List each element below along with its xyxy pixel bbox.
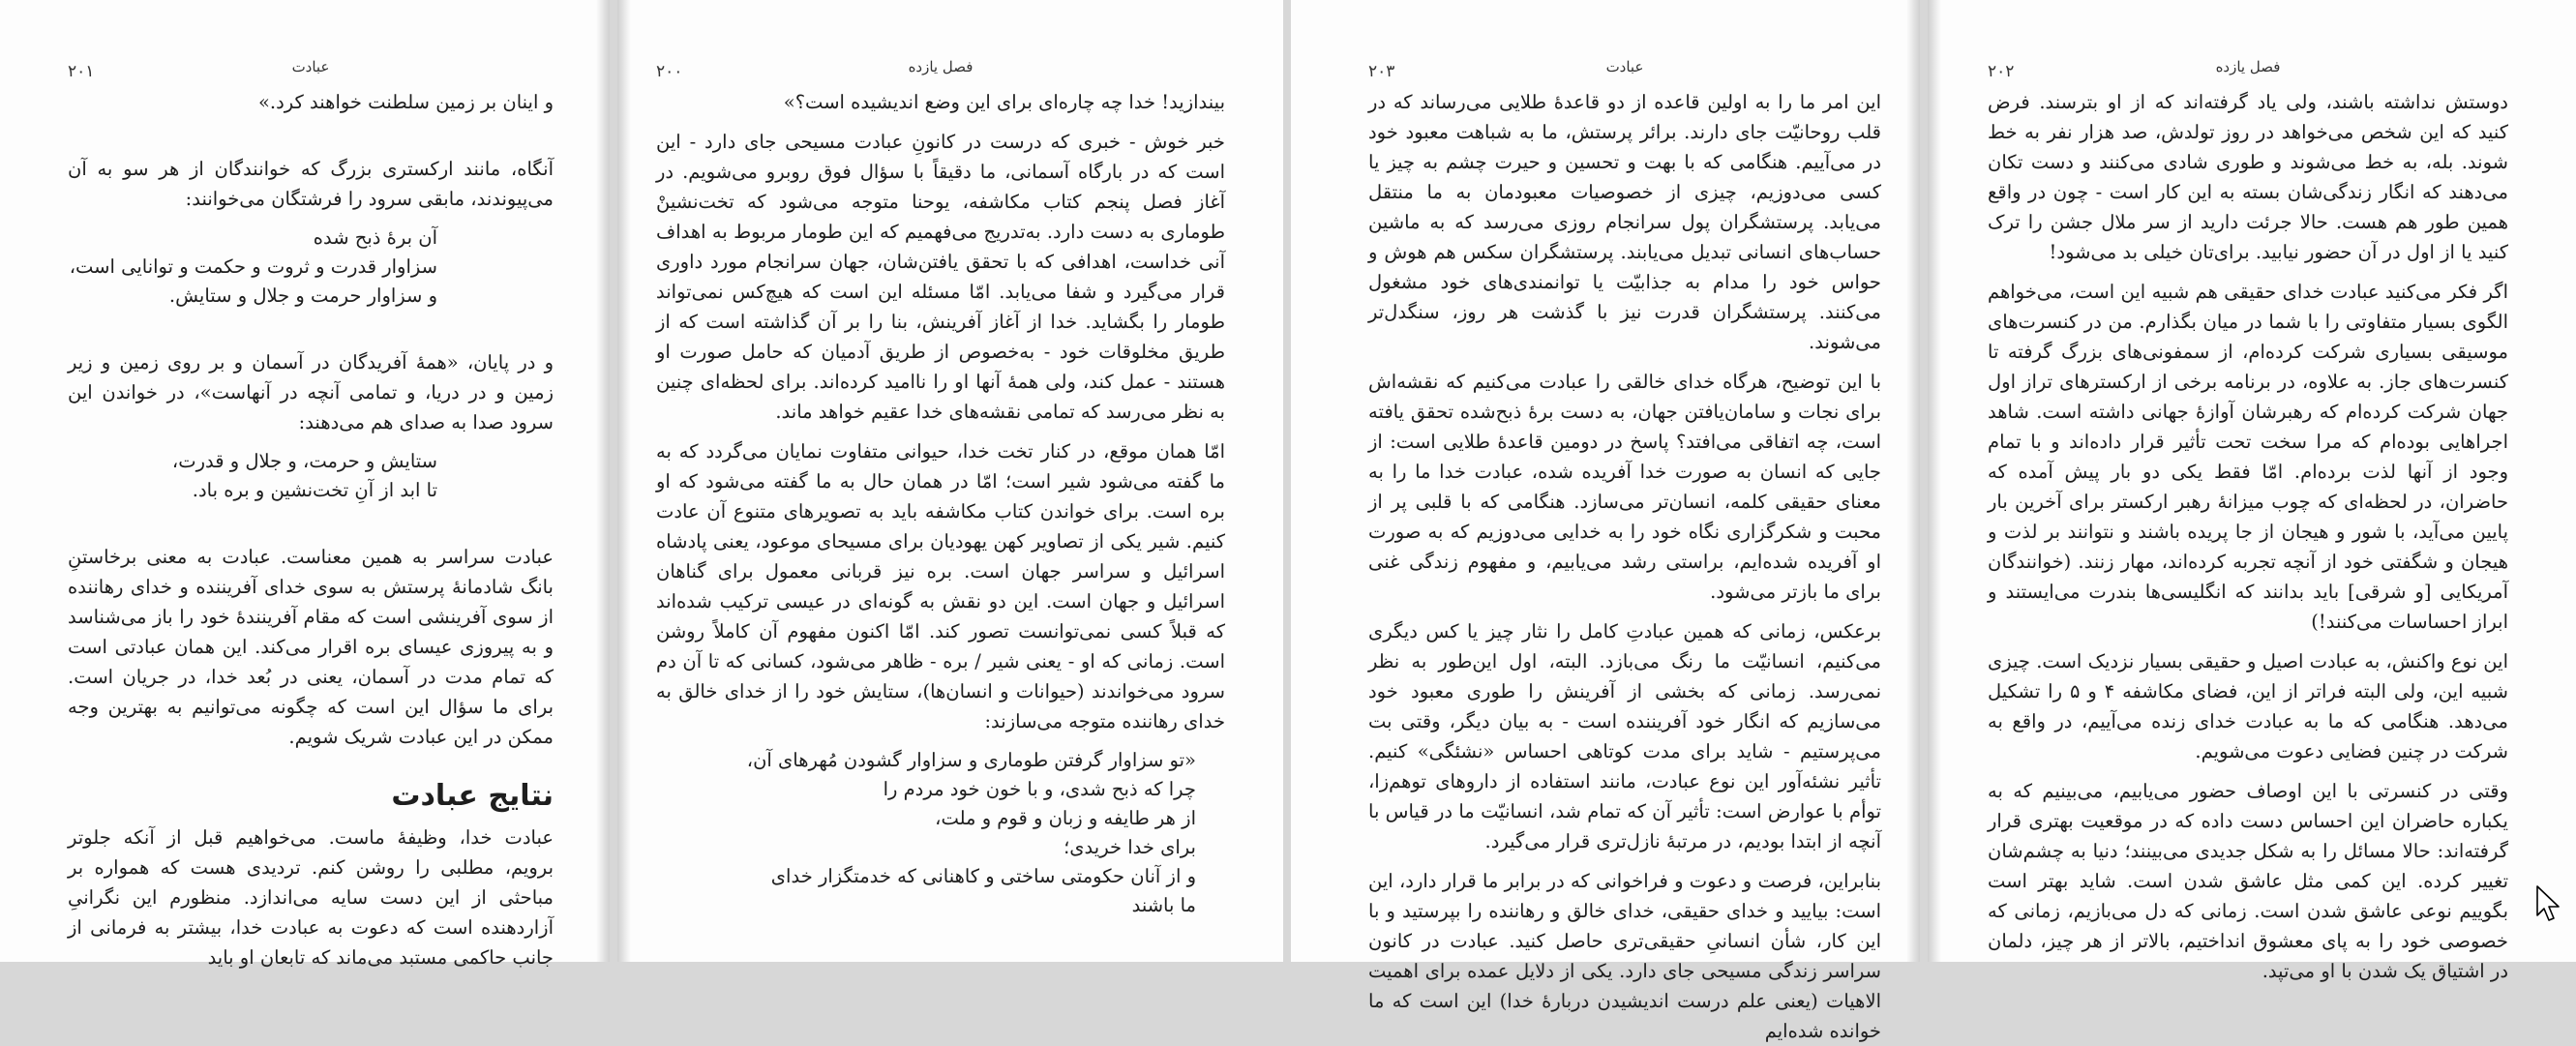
page-number: ۲۰۲ — [1988, 62, 2015, 81]
verse-line: برای خدا خریدی؛ — [1063, 836, 1196, 858]
running-title: عبادت — [1605, 58, 1644, 75]
page-number: ۲۰۱ — [68, 62, 95, 81]
book-page-201 — [0, 0, 610, 969]
verse-line: ستایش و حرمت، و جلال و قدرت، — [171, 450, 437, 472]
page-number: ۲۰۳ — [1368, 62, 1395, 81]
paragraph: و در پایان، «همهٔ آفریدگان در آسمان و بر روی زمین و زیر زمین و در دریا، و تمامی آنچه در آنهاست»، در خواندن این سرود صدا به صدای هم می‌دهند: — [68, 351, 554, 433]
book-page-200 — [617, 0, 1283, 962]
page-content — [1368, 58, 1881, 1042]
page-header — [1988, 58, 2508, 87]
verse-line: و سزاوار حرمت و جلال و ستایش. — [168, 284, 437, 307]
page-header — [1368, 58, 1881, 87]
page-content — [68, 58, 554, 969]
page-number: ۲۰۰ — [656, 62, 683, 81]
page-gutter-shadow — [1906, 0, 1920, 962]
page-content — [1988, 58, 2508, 982]
page-header — [68, 58, 554, 87]
paragraph: اگر فکر می‌کنید عبادت خدای حقیقی هم شبیه این است، می‌خواهم الگوی بسیار متفاوتی را با شما در میان بگذارم. من در کنسرت‌های موسیقی بسیاری شرکت کرده‌ام، از سمفونی‌های بزرگ گرفته تا کنسرت‌های جاز. به علاوه، در برنامه برخی از ارکسترهای تراز اول جهان شرکت کرده‌ام که رهبرشان آوازهٔ جهانی داشته است. شاهد اجراهایی بوده‌ام که مرا سخت تحت تأثیر قرار داده‌اند و با تمام وجود از آنها لذت برده‌ام. امّا فقط یکی دو بار پیش آمده که حاضران، در لحظه‌ای که چوب میزانهٔ رهبر ارکستر برای آخرین بار پایین می‌آید، با شور و هیجان از جا پریده باشند و نتوانند بر لذت و هیجان و شگفتی خود از آنچه تجربه کرده‌اند، مهار زنند. (خوانندگان آمریکایی [و شرقی] باید بدانند که انگلیسی‌ها بندرت می‌ایستند و ابراز احساسات می‌کنند!) — [1988, 281, 2508, 633]
verse-line: «تو سزاوار گرفتن طوماری و سزاوار گشودن مُهرهای آن، — [746, 749, 1196, 771]
running-title: عبادت — [291, 58, 330, 75]
paragraph: این امر ما را به اولین قاعده از دو قاعدهٔ طلایی می‌رساند که در قلب روحانیّت جای دارند. برائر پرستش، ما به شباهت معبود خود در می‌آییم. هنگامی که با بهت و تحسین و حیرت چشم به چیز یا کسی می‌دوزیم، چیزی از خصوصیات معبودمان به ما منتقل می‌یابد. پرستشگران پول سرانجام روزی می‌رسد که به ماشین حساب‌های انسانی تبدیل می‌یابند. پرستشگران سکس هم هوش و حواس خود را مدام به جذابیّت یا توانمندی‌های خود مشغول می‌کنند. پرستشگران قدرت نیز با گذشت هر روز، سنگدل‌تر می‌شوند. — [1368, 91, 1881, 353]
spacer — [68, 127, 554, 154]
page-body — [68, 87, 554, 972]
paragraph: خبر خوش - خبری که درست در کانونِ عبادت مسیحی جای دارد - این است که در بارگاه آسمانی، ما دقیقاً با سؤال فوق روبرو می‌شویم. در آغاز فصل پنجم کتاب مکاشفه، یوحنا متوجه می‌شود که تخت‌نشینْ طوماری به دست دارد. به‌تدریج می‌فهمیم که این طومار مربوط به اهداف آنی خداست، اهدافی که با تحقق یافتن‌شان، جهان سرانجام مورد داوری قرار می‌گیرد و شفا می‌یابد. امّا مسئله این است که هیچ‌کس نمی‌تواند طومار را بگشاید. خدا از آغاز آفرینش، بنا را بر آن گذاشته است که از طریق مخلوقات خود - به‌خصوص از طریق آدمیان که حامل صورت او هستند - عمل کند، ولی همهٔ آنها او را ناامید کرده‌اند. برای لحظه‌ای چنین به نظر می‌رسد که تمامی نقشه‌های خدا عقیم خواهد ماند. — [656, 131, 1225, 423]
page-header — [656, 58, 1225, 87]
page-body — [1368, 87, 1881, 1046]
verse-line: تا ابد از آنِ تخت‌نشین و بره باد. — [192, 479, 437, 501]
verse-line: سزاوار قدرت و ثروت و حکمت و توانایی است، — [69, 255, 437, 278]
paragraph: با این توضیح، هرگاه خدای خالقی را عبادت می‌کنیم که نقشه‌اش برای نجات و سامان‌یافتن جهان، به دست برهٔ ذبح‌شده تحقق یافته است، چه اتفاقی می‌افتد؟ پاسخ در دومین قاعدهٔ طلایی است: از جایی که انسان به صورت خدا آفریده شده، عبادت خدا ما را به معنای حقیقی کلمه، انسان‌تر می‌سازد. هنگامی که با قلبی پر از محبت و شکرگزاری نگاه خود را به خدایی می‌دوزیم که به صورت او آفریده شده‌ایم، براستی رشد می‌یابیم، و مفهوم زندگی غنی برای ما بازتر می‌شود. — [1368, 371, 1881, 603]
book-page-203 — [1291, 0, 1920, 1042]
spacer — [68, 515, 554, 542]
paragraph: این نوع واکنش، به عبادت اصیل و حقیقی بسیار نزدیک است. چیزی شبیه این، ولی البته فراتر از این، فضای مکاشفه ۴ و ۵ را تشکیل می‌دهد. هنگامی که ما به عبادت خدای زنده می‌آییم، در واقع به شرکت در چنین فضایی دعوت می‌شویم. — [1988, 650, 2508, 762]
page-content — [656, 58, 1225, 952]
page-body — [656, 87, 1225, 920]
paragraph: آنگاه، مانند ارکستری بزرگ که خوانندگان از هر سو به آن می‌پیوندند، مابقی سرود را فرشتگان می‌خوانند: — [68, 158, 554, 210]
paragraph: عبادت سراسر به همین معناست. عبادت به معنی برخاستنِ بانگ شادمانهٔ پرستش به سوی خدای آفریننده و خدای رهاننده از سوی آفرینشی است که مقام آفرینندهٔ خود را باز می‌شناسد و به پیروزی عیسای بره اقرار می‌کند. این همان عبادتی است که تمام مدت در آسمان، یعنی در بُعد خدا، در جریان است. برای ما سؤال این است که چگونه می‌توانیم به بهترین وجه ممکن در این عبادت شریک شویم. — [68, 546, 554, 748]
paragraph: بنابراین، فرصت و دعوت و فراخوانی که در برابر ما قرار دارد، این است: بیایید و خدای حقیقی، خدای خالق و رهاننده را بپرستید و با این کار، شأن انسانیِ حقیقی‌تری حاصل کنید. عبادت در کانون سراسر زندگی مسیحی جای دارد. یکی از دلایل عمده برای اهمیت الاهیات (یعنی علم درست اندیشیدن دربارهٔ خدا) این است که ما خوانده شده‌ایم — [1368, 870, 1881, 1042]
verse-block — [68, 447, 554, 505]
page-gutter-shadow — [1928, 0, 1941, 962]
paragraph: امّا همان موقع، در کنار تخت خدا، حیوانی متفاوت نمایان می‌گردد که به ما گفته می‌شود شیر است؛ امّا در همان حال به ما گفته می‌شود که او بره است. برای خواندن کتاب مکاشفه باید به تصویرهای متنوع آن عادت کنیم. شیر یکی از تصاویر کهن یهودیان برای مسیحای موعود، یعنی پادشاه اسرائیل و سراسر جهان است. بره نیز قربانی معمول برای گناهان اسرائیل و جهان است. این دو نقش به گونه‌ای در عیسی ترکیب شده‌اند که قبلاً کسی نمی‌توانست تصور کند. امّا اکنون مفهوم آن کاملاً روشن است. زمانی که او - یعنی شیر / بره - ظاهر می‌شود، کسانی که تا آن دم سرود می‌خواندند (حیوانات و انسان‌ها)، ستایش خود را از خدای خالق به خدای رهاننده متوجه می‌سازند: — [656, 440, 1225, 732]
paragraph: وقتی در کنسرتی با این اوصاف حضور می‌یابیم، می‌بینیم که به یکباره حاضران این احساس دست داده که در موقعیت بهتری قرار گرفته‌اند: حالا مسائل را به شکل جدیدی می‌بینند؛ دنیا به چشم‌شان تغییر کرده. این کمی مثل عاشق شدن است. شاید بهتر است بگوییم نوعی عاشق شدن است. زمانی که دل می‌بازیم، زمانی که خصوصی خود را به پای معشوق انداختیم، بالاتر از هر چیز، دلمان در اشتیاق یک شدن با او می‌تپد. — [1988, 780, 2508, 982]
verse-block — [656, 746, 1225, 920]
paragraph: بیندازید! خدا چه چاره‌ای برای این وضع اندیشیده است؟» — [783, 91, 1225, 113]
section-heading: نتایج عبادت — [391, 779, 554, 813]
verse-line: از هر طایفه و زبان و قوم و ملت، — [935, 807, 1196, 829]
verse-line: چرا که ذبح شدی، و با خون خود مردم را — [883, 778, 1196, 800]
verse-line: و از آنان حکومتی ساختی و کاهنانی که خدمتگزار خدای — [770, 865, 1196, 887]
mouse-cursor-icon — [2535, 884, 2562, 923]
verse-block — [68, 224, 554, 311]
paragraph: و اینان بر زمین سلطنت خواهند کرد.» — [257, 91, 554, 113]
running-title: فصل یازده — [2215, 58, 2281, 75]
book-page-202 — [1928, 0, 2576, 982]
running-title: فصل یازده — [908, 58, 973, 75]
verse-line: ما باشند — [1131, 894, 1196, 916]
paragraph: دوستش نداشته باشند، ولی یاد گرفته‌اند که از او بترسند. فرض کنید که این شخص می‌خواهد در روز تولدش، صد هزار نفر به خط شوند. بله، به خط می‌شوند و طوری شادی می‌کنند و دست تکان می‌دهند که انگار زندگی‌شان بسته به این کار است - چون در واقع همین طور هم هست. حالا جرئت دارید از سر ملال جشن را ترک کنید یا از اول در آن حضور نیابید. برای‌تان خیلی بد می‌شود! — [1988, 91, 2508, 263]
page-gutter-shadow — [596, 0, 610, 962]
paragraph: عبادت خدا، وظیفهٔ ماست. می‌خواهیم قبل از آنکه جلوتر برویم، مطلبی را روشن کنم. تردیدی هست که همواره بر مباحثی از این دست سایه می‌اندازد. منظورم این نگرانیِ آزاردهنده است که دعوت به عبادت خدا، بیشتر به فرمانی از جانب حاکمی مستبد می‌ماند که تابعان او باید — [68, 826, 554, 969]
verse-line: آن برهٔ ذبح شده — [313, 226, 437, 249]
page-gutter-shadow — [617, 0, 631, 962]
paragraph: برعکس، زمانی که همین عبادتِ کامل را نثار چیز یا کس دیگری می‌کنیم، انسانیّت ما رنگ می‌بازد. البته، اول این‌طور به نظر نمی‌رسد. زمانی که بخشی از آفرینش را طوری معبود خود می‌سازیم که انگار خود آفریننده است - به بیان دیگر، وقتی بت می‌پرستیم - شاید برای مدت کوتاهی احساس «نشئگی» کنیم. تأثیر نشئه‌آور این نوع عبادت، مانند استفاده از داروهای توهم‌زا، توأم با عوارض است: تأثیر آن که تمام شد، انسانیّت ما در قیاس با آنچه از ابتدا بودیم، در مرتبهٔ نازل‌تری قرار می‌گیرد. — [1368, 620, 1881, 852]
page-body — [1988, 87, 2508, 986]
spacer — [68, 320, 554, 347]
